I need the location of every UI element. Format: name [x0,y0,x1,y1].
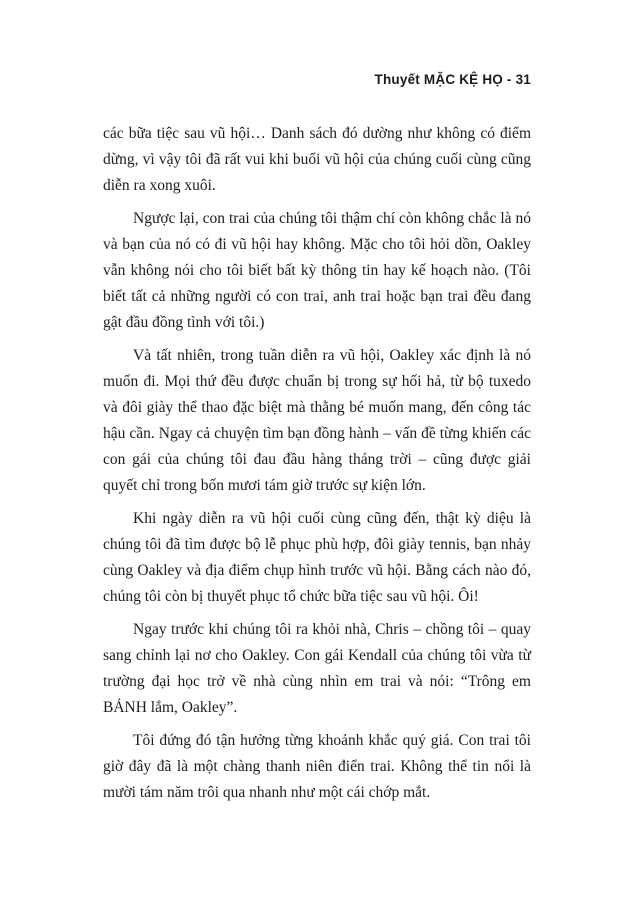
paragraph: Khi ngày diễn ra vũ hội cuối cùng cũng đến, thật kỳ diệu là chúng tôi đã tìm được bộ lễ phục phù hợp, đôi giày tennis, bạn nhảy cùng Oakley và địa điểm chụp hình trước vũ hội. Bằng cách nào đó, chúng tôi còn bị thuyết phục tổ chức bữa tiệc sau vũ hội. Ôi! [103,510,531,605]
paragraph: Tôi đứng đó tận hưởng từng khoảnh khắc quý giá. Con trai tôi giờ đây đã là một chàng thanh niên điển trai. Không thể tin nổi là mười tám năm trôi qua nhanh như một cái chớp mắt. [103,732,531,801]
paragraph: Ngay trước khi chúng tôi ra khỏi nhà, Chris – chồng tôi – quay sang chỉnh lại nơ cho Oakley. Con gái Kendall của chúng tôi vừa từ trường đại học trở về nhà cùng nhìn em trai và nói: “Trông em BẢNH lắm, Oakley”. [103,621,531,716]
paragraph: Ngược lại, con trai của chúng tôi thậm chí còn không chắc là nó và bạn của nó có đi vũ hội hay không. Mặc cho tôi hỏi dồn, Oakley vẫn không nói cho tôi biết bất kỳ thông tin hay kế hoạch nào. (Tôi biết tất cả những người có con trai, anh trai hoặc bạn trai đều đang gật đầu đồng tình với tôi.) [103,210,531,331]
paragraph-continuation: các bữa tiệc sau vũ hội… Danh sách đó dường như không có điểm dừng, vì vậy tôi đã rất vui khi buổi vũ hội của chúng cuối cùng cũng diễn ra xong xuôi. [103,125,531,194]
paragraph: Và tất nhiên, trong tuần diễn ra vũ hội, Oakley xác định là nó muốn đi. Mọi thứ đều được chuẩn bị trong sự hối hả, từ bộ tuxedo và đôi giày thể thao đặc biệt mà thằng bé muốn mang, đến công tác hậu cần. Ngay cả chuyện tìm bạn đồng hành – vấn đề từng khiến các con gái của chúng tôi đau đầu hàng tháng trời – cũng được giải quyết chỉ trong bốn mươi tám giờ trước sự kiện lớn. [103,347,531,494]
running-header: Thuyết MẶC KỆ HỌ - 31 [374,72,531,87]
page-body [103,121,531,806]
